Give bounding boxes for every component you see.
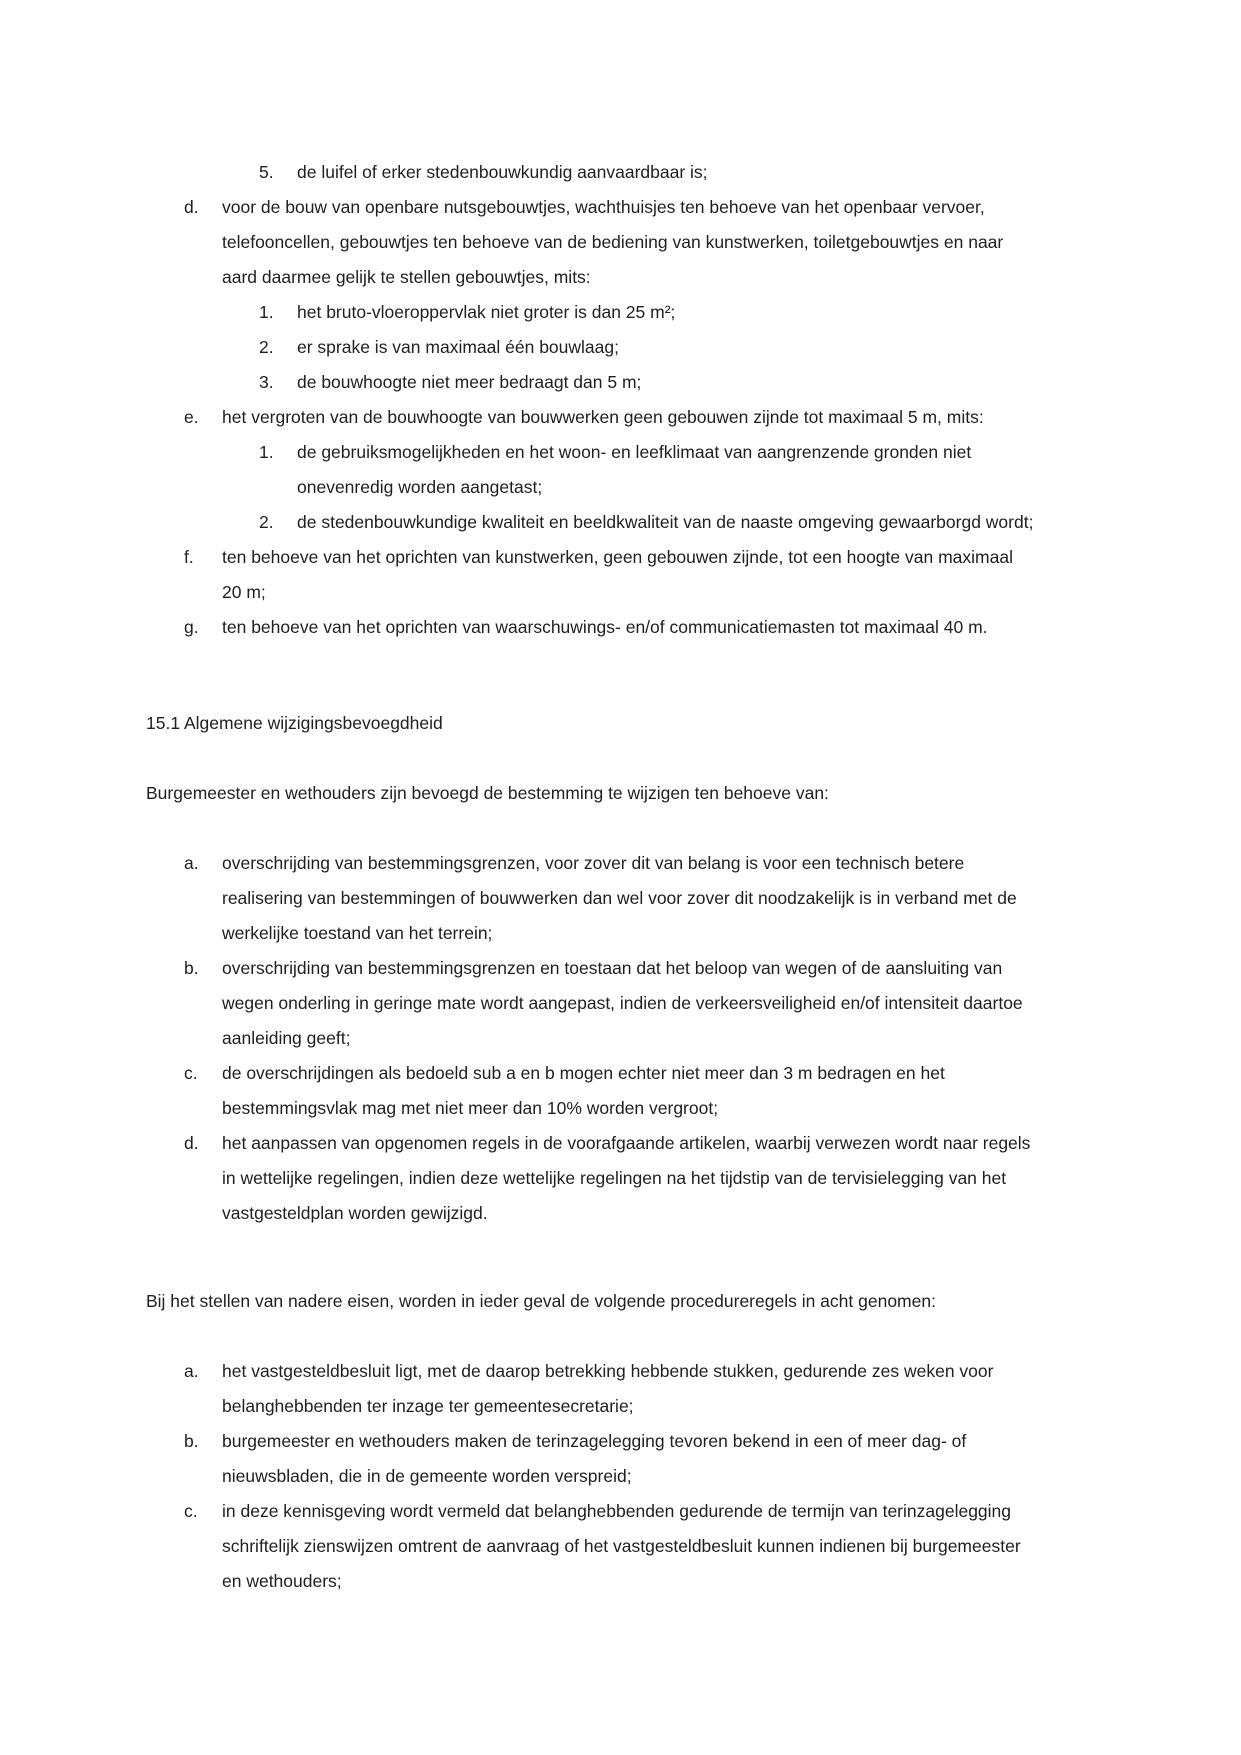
list-item-text: vastgesteldplan worden gewijzigd. [222, 1203, 488, 1223]
list-item-text: ten behoeve van het oprichten van waarschuwings- en/of communicatiemasten tot maximaal 40 m. [222, 617, 988, 637]
list-item-text: belanghebbenden ter inzage ter gemeentesecretarie; [222, 1396, 634, 1416]
list-marker: 1. [259, 442, 274, 462]
list-item-text: de stedenbouwkundige kwaliteit en beeldkwaliteit van de naaste omgeving gewaarborgd wordt; [297, 512, 1034, 532]
list-item-text: aard daarmee gelijk te stellen gebouwtjes, mits: [222, 267, 591, 287]
list-marker: d. [184, 197, 199, 217]
list-marker: b. [184, 958, 199, 978]
list-marker: a. [184, 853, 199, 873]
list-item-text: bestemmingsvlak mag met niet meer dan 10% worden vergroot; [222, 1098, 719, 1118]
list-item-text: het aanpassen van opgenomen regels in de voorafgaande artikelen, waarbij verwezen wordt naar regels [222, 1133, 1031, 1153]
list-item-text: het vastgesteldbesluit ligt, met de daarop betrekking hebbende stukken, gedurende zes weken voor [222, 1361, 994, 1381]
list-marker: c. [184, 1063, 198, 1083]
list-item-text: het bruto-vloeroppervlak niet groter is dan 25 m²; [297, 302, 676, 322]
list-marker: c. [184, 1501, 198, 1521]
list-item-text: in deze kennisgeving wordt vermeld dat belanghebbenden gedurende de termijn van terinzagelegging [222, 1501, 1012, 1521]
paragraph: Burgemeester en wethouders zijn bevoegd de bestemming te wijzigen ten behoeve van: [146, 783, 829, 803]
list-item-text: wegen onderling in geringe mate wordt aangepast, indien de verkeersveiligheid en/of intensiteit daartoe [222, 993, 1023, 1013]
list-marker: 1. [259, 302, 274, 322]
list-item-text: de luifel of erker stedenbouwkundig aanvaardbaar is; [297, 162, 708, 182]
list-item-text: aanleiding geeft; [222, 1028, 351, 1048]
list-item-text: telefooncellen, gebouwtjes ten behoeve van de bediening van kunstwerken, toiletgebouwtjes en naar [222, 232, 1004, 252]
list-item-text: voor de bouw van openbare nutsgebouwtjes, wachthuisjes ten behoeve van het openbaar vervoer, [222, 197, 985, 217]
list-item-text: burgemeester en wethouders maken de terinzagelegging tevoren bekend in een of meer dag- of [222, 1431, 967, 1451]
list-marker: 2. [259, 512, 274, 532]
list-item-text: werkelijke toestand van het terrein; [222, 923, 493, 943]
list-item-text: nieuwsbladen, die in de gemeente worden verspreid; [222, 1466, 632, 1486]
list-item-text: realisering van bestemmingen of bouwwerken dan wel voor zover dit noodzakelijk is in verband met de [222, 888, 1017, 908]
list-item-text: de overschrijdingen als bedoeld sub a en b mogen echter niet meer dan 3 m bedragen en het [222, 1063, 945, 1083]
list-item-text: ten behoeve van het oprichten van kunstwerken, geen gebouwen zijnde, tot een hoogte van maximaal [222, 547, 1013, 567]
paragraph: Bij het stellen van nadere eisen, worden in ieder geval de volgende procedureregels in acht genomen: [146, 1291, 936, 1311]
list-item-text: schriftelijk zienswijzen omtrent de aanvraag of het vastgesteldbesluit kunnen indienen bij burgemeester [222, 1536, 1021, 1556]
list-marker: g. [184, 617, 199, 637]
list-marker: f. [184, 547, 194, 567]
list-marker: 3. [259, 372, 274, 392]
list-item-text: in wettelijke regelingen, indien deze wettelijke regelingen na het tijdstip van de tervisielegging van het [222, 1168, 1007, 1188]
list-item-text: overschrijding van bestemmingsgrenzen, voor zover dit van belang is voor een technisch betere [222, 853, 965, 873]
list-item-text: er sprake is van maximaal één bouwlaag; [297, 337, 619, 357]
list-marker: b. [184, 1431, 199, 1451]
list-item-text: de gebruiksmogelijkheden en het woon- en leefklimaat van aangrenzende gronden niet [297, 442, 972, 462]
list-item-text: en wethouders; [222, 1571, 342, 1591]
section-heading: 15.1 Algemene wijzigingsbevoegdheid [146, 713, 443, 733]
list-marker: d. [184, 1133, 199, 1153]
list-item-text: de bouwhoogte niet meer bedraagt dan 5 m; [297, 372, 642, 392]
list-item-text: 20 m; [222, 582, 266, 602]
list-marker: e. [184, 407, 199, 427]
list-marker: 5. [259, 162, 274, 182]
list-item-text: overschrijding van bestemmingsgrenzen en toestaan dat het beloop van wegen of de aansluiting van [222, 958, 1003, 978]
list-item-text: het vergroten van de bouwhoogte van bouwwerken geen gebouwen zijnde tot maximaal 5 m, mits: [222, 407, 984, 427]
list-item-text: onevenredig worden aangetast; [297, 477, 543, 497]
list-marker: a. [184, 1361, 199, 1381]
list-marker: 2. [259, 337, 274, 357]
